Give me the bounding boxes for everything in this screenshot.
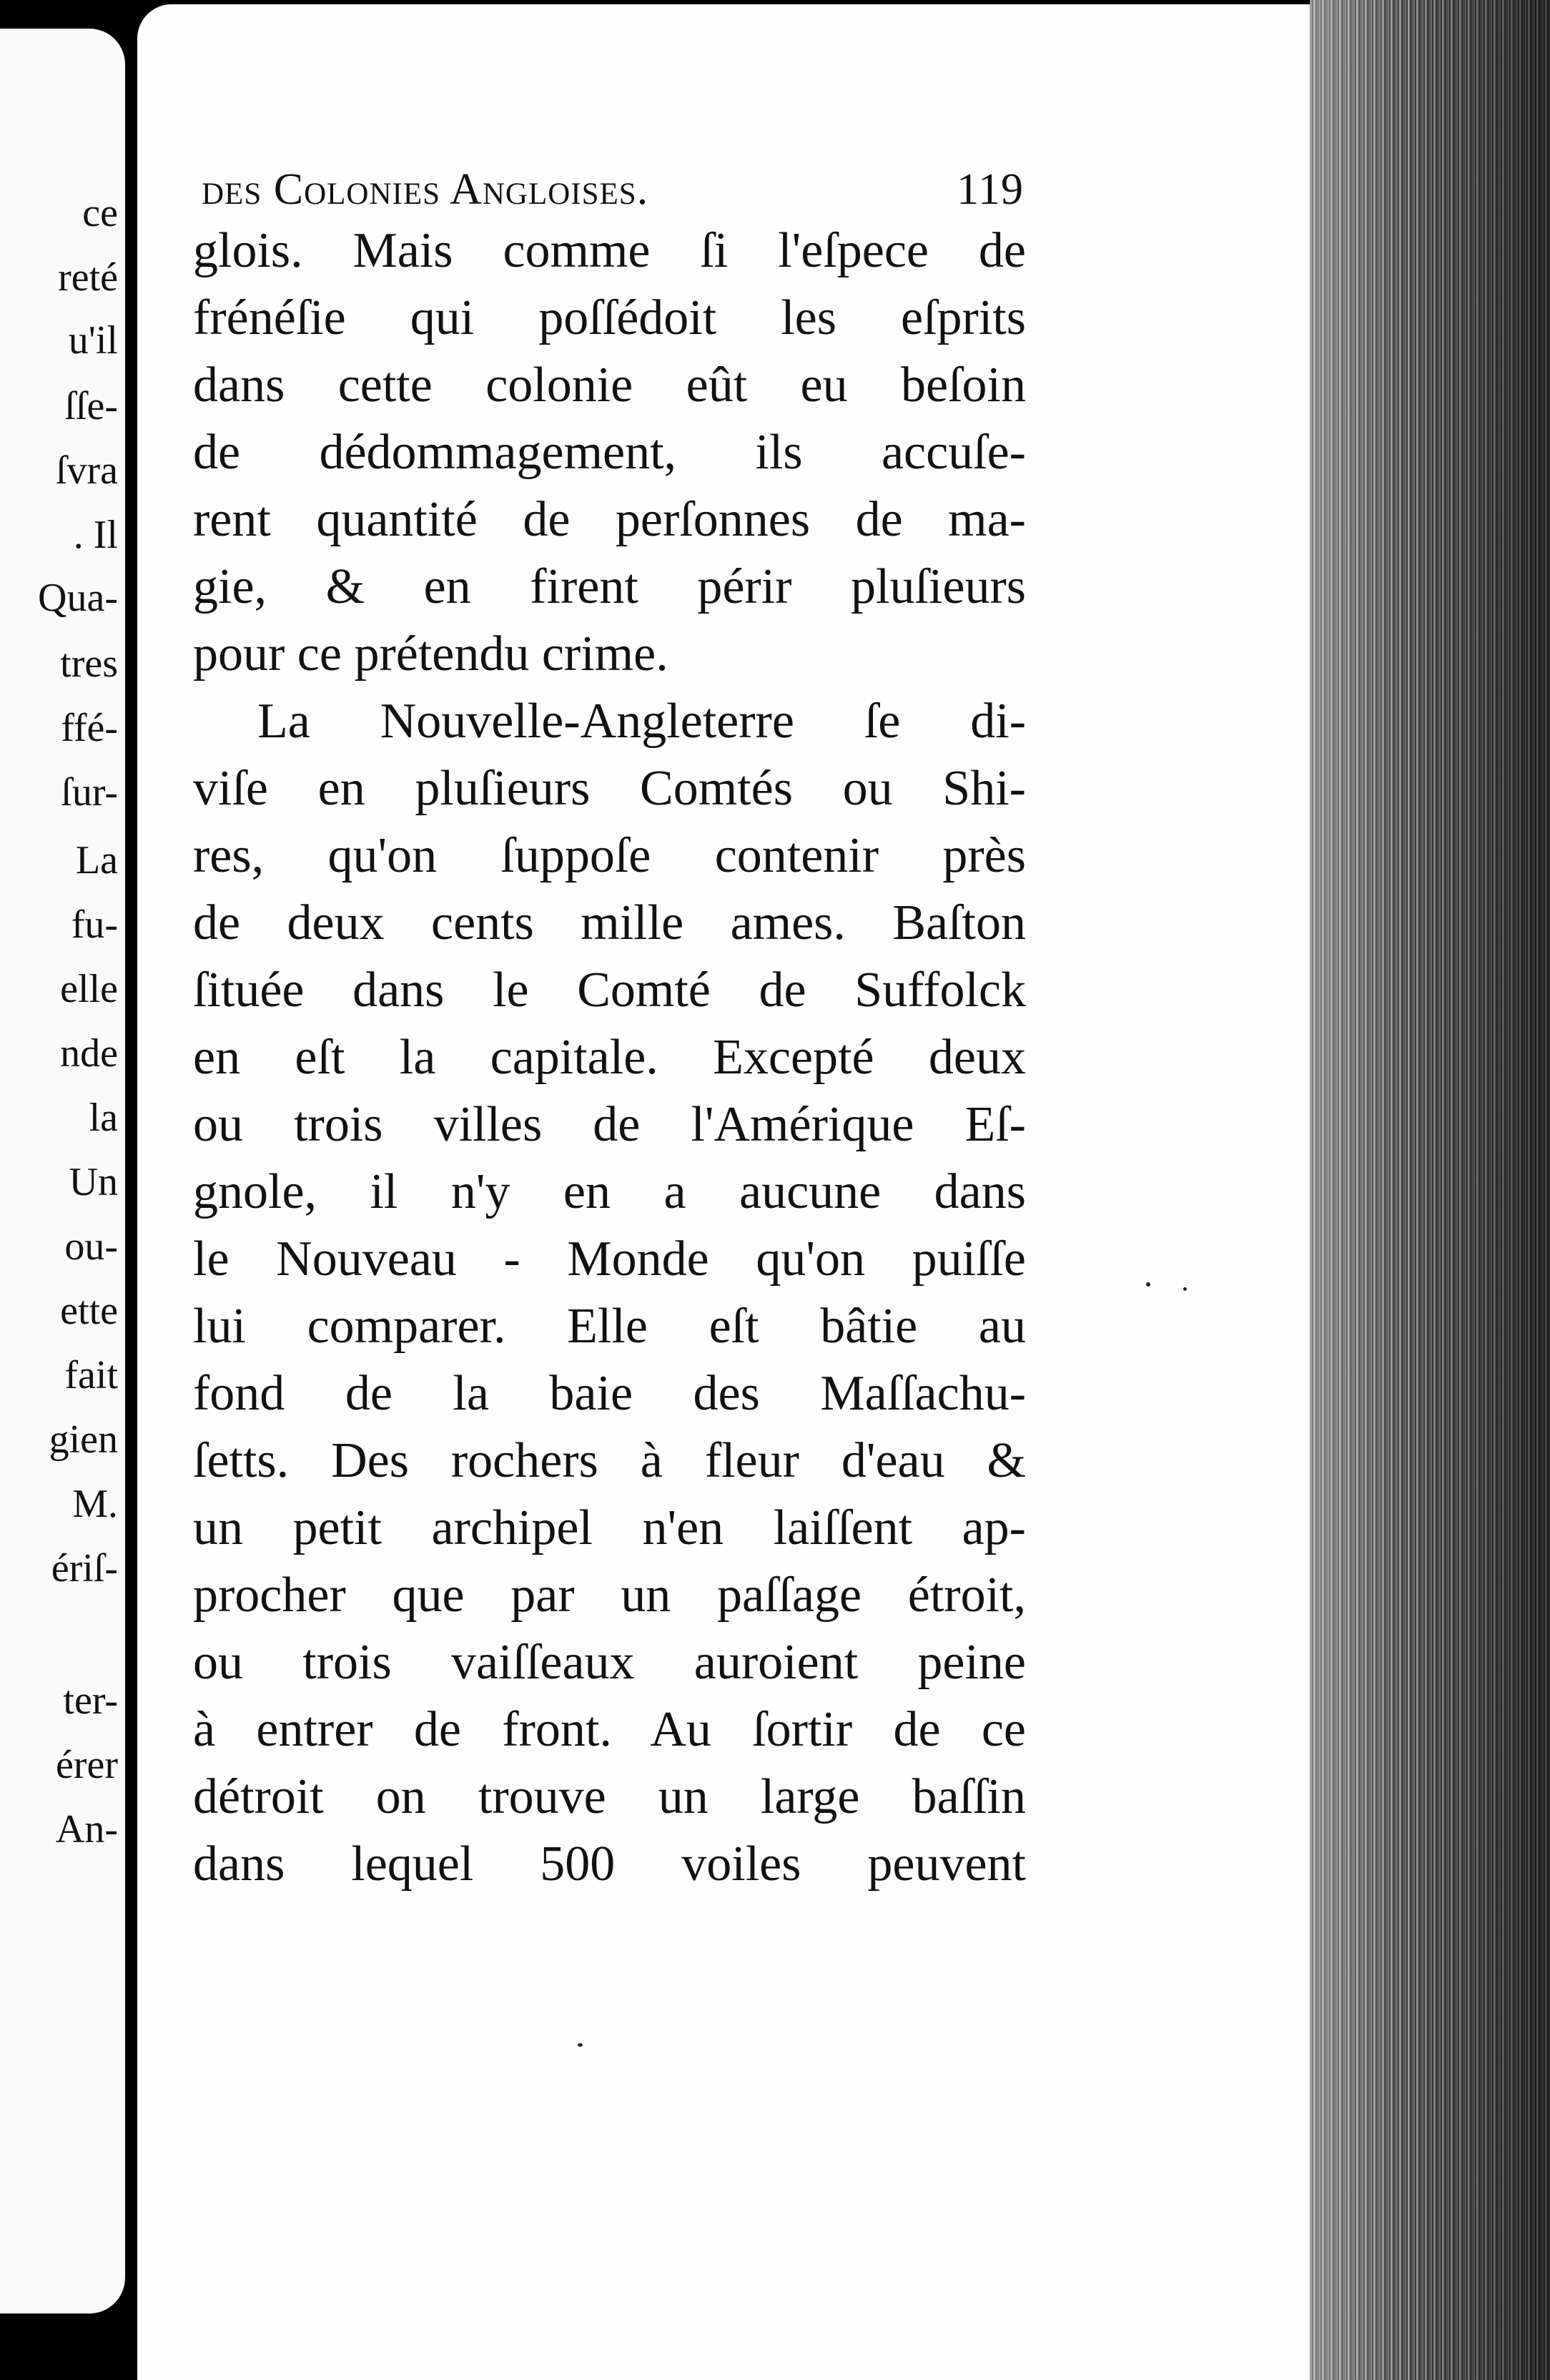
page-number: 119 xyxy=(957,165,1024,214)
left-page-fragment: fait xyxy=(64,1353,118,1397)
running-head-title: des Colonies Angloises. xyxy=(202,165,649,214)
left-page-fragment: tres xyxy=(60,641,118,686)
text-line: gnole, il n'y en a aucune dans xyxy=(193,1164,1026,1219)
text-line: ou trois vaiſſeaux auroient peine xyxy=(193,1635,1026,1690)
left-page-fragment: u'il xyxy=(68,318,118,363)
text-line: res, qu'on ſuppoſe contenir près xyxy=(193,828,1026,883)
left-page xyxy=(0,29,125,2313)
left-page-fragment: nde xyxy=(60,1031,118,1076)
text-line: dans lequel 500 voiles peuvent xyxy=(193,1836,1026,1892)
text-line: à entrer de front. Au ſortir de ce xyxy=(193,1702,1026,1757)
text-line: le Nouveau - Monde qu'on puiſſe xyxy=(193,1231,1026,1287)
text-line: viſe en pluſieurs Comtés ou Shi- xyxy=(193,761,1026,816)
left-page-fragment: ériſ- xyxy=(51,1546,118,1590)
text-line: glois. Mais comme ſi l'eſpece de xyxy=(193,223,1026,278)
text-line: ſituée dans le Comté de Suffolck xyxy=(193,963,1026,1018)
left-page-fragment: An- xyxy=(55,1807,118,1852)
text-line: procher que par un paſſage étroit, xyxy=(193,1568,1026,1623)
text-line: ou trois villes de l'Amérique Eſ- xyxy=(193,1097,1026,1152)
left-page-fragment: érer xyxy=(55,1743,118,1787)
left-page-fragment: Un xyxy=(69,1160,118,1204)
running-head xyxy=(202,164,1024,215)
body-text xyxy=(193,217,1026,1898)
left-page-fragment: . Il xyxy=(73,513,118,557)
left-page-fragment: ſvra xyxy=(55,448,118,493)
text-line: pour ce prétendu crime. xyxy=(193,626,668,682)
left-page-fragment: M. xyxy=(72,1482,118,1526)
left-page-fragment: ffé- xyxy=(61,706,118,750)
left-page-fragment: ette xyxy=(60,1289,118,1333)
text-line: lui comparer. Elle eſt bâtie au xyxy=(193,1299,1026,1354)
text-line: en eſt la capitale. Excepté deux xyxy=(193,1030,1026,1085)
paragraph xyxy=(193,688,1026,1898)
left-page-fragment: Qua- xyxy=(38,576,118,620)
text-line: un petit archipel n'en laiſſent ap- xyxy=(193,1500,1026,1555)
left-page-fragment: reté xyxy=(58,255,118,300)
text-line: rent quantité de perſonnes de ma- xyxy=(193,492,1026,547)
paragraph xyxy=(193,217,1026,688)
text-line: dans cette colonie eût eu beſoin xyxy=(193,358,1026,413)
left-page-fragment: ſſe- xyxy=(64,384,118,428)
page-edge-shading xyxy=(1310,0,1550,2380)
print-speck xyxy=(1146,1282,1150,1287)
text-line: détroit on trouve un large baſſin xyxy=(193,1769,1026,1824)
left-page-fragment: fu- xyxy=(71,903,118,947)
print-speck xyxy=(578,2043,583,2047)
text-line: de dédommagement, ils accuſe- xyxy=(193,425,1026,480)
print-speck xyxy=(1183,1287,1187,1291)
left-page-fragment: La xyxy=(75,838,118,882)
left-page-fragment: ter- xyxy=(63,1678,118,1723)
text-line: fond de la baie des Maſſachu- xyxy=(193,1366,1026,1421)
text-line: gie, & en firent périr pluſieurs xyxy=(193,559,1026,614)
text-line: ſetts. Des rochers à fleur d'eau & xyxy=(193,1433,1026,1488)
left-page-fragment: gien xyxy=(49,1417,118,1462)
left-page-fragment: ſur- xyxy=(61,770,118,815)
text-line: La Nouvelle-Angleterre ſe di- xyxy=(257,694,1026,749)
left-page-fragment: ou- xyxy=(64,1224,118,1269)
text-line: de deux cents mille ames. Baſton xyxy=(193,895,1026,950)
text-line: frénéſie qui poſſédoit les eſprits xyxy=(193,290,1026,345)
left-page-fragment: la xyxy=(89,1096,118,1140)
left-page-fragment: ce xyxy=(82,191,118,235)
left-page-fragment: elle xyxy=(60,967,118,1011)
